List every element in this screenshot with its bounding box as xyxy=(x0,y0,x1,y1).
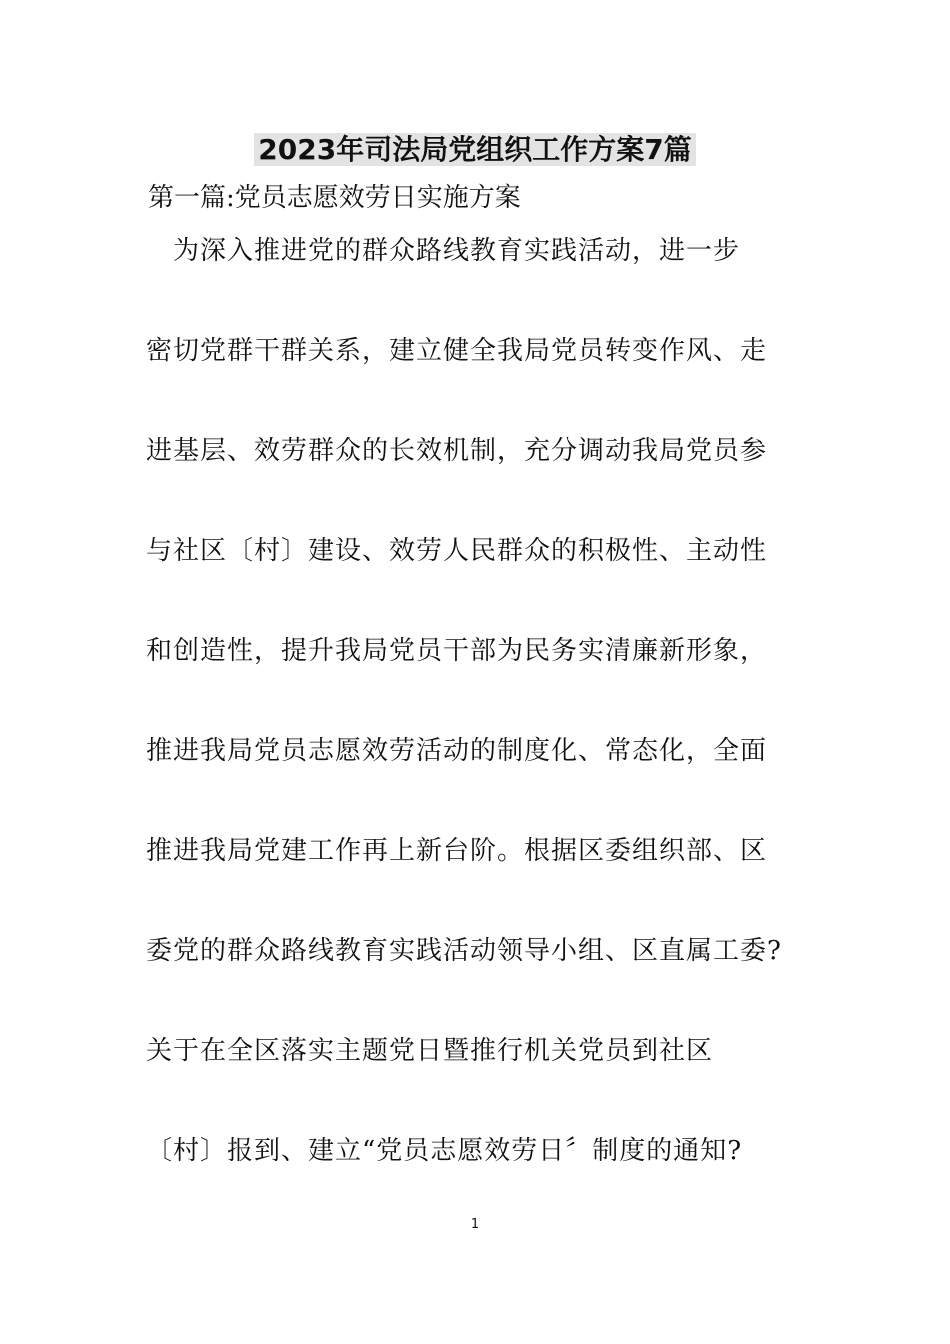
body-line: 为深入推进党的群众路线教育实践活动，进一步 xyxy=(146,236,741,266)
body-paragraph xyxy=(146,226,816,1226)
document-title xyxy=(0,130,950,170)
body-line: 推进我局党建工作再上新台阶。根据区委组织部、区 xyxy=(146,836,768,866)
body-line: 与社区〔村〕建设、效劳人民群众的积极性、主动性 xyxy=(146,536,768,566)
document-title-text: 2023年司法局党组织工作方案7篇 xyxy=(254,133,695,166)
body-line: 密切党群干群关系，建立健全我局党员转变作风、走 xyxy=(146,336,768,366)
section-heading: 第一篇:党员志愿效劳日实施方案 xyxy=(148,183,521,213)
body-line: 进基层、效劳群众的长效机制，充分调动我局党员参 xyxy=(146,436,768,466)
body-line: 和创造性，提升我局党员干部为民务实清廉新形象， xyxy=(146,636,768,666)
page-number: 1 xyxy=(470,1217,480,1232)
body-line: 关于在全区落实主题党日暨推行机关党员到社区 xyxy=(146,1036,714,1066)
body-line: 委党的群众路线教育实践活动领导小组、区直属工委? xyxy=(146,936,782,966)
body-line: 〔村〕报到、建立“党员志愿效劳日〞制度的通知? xyxy=(146,1136,743,1166)
body-line: 推进我局党员志愿效劳活动的制度化、常态化，全面 xyxy=(146,736,768,766)
